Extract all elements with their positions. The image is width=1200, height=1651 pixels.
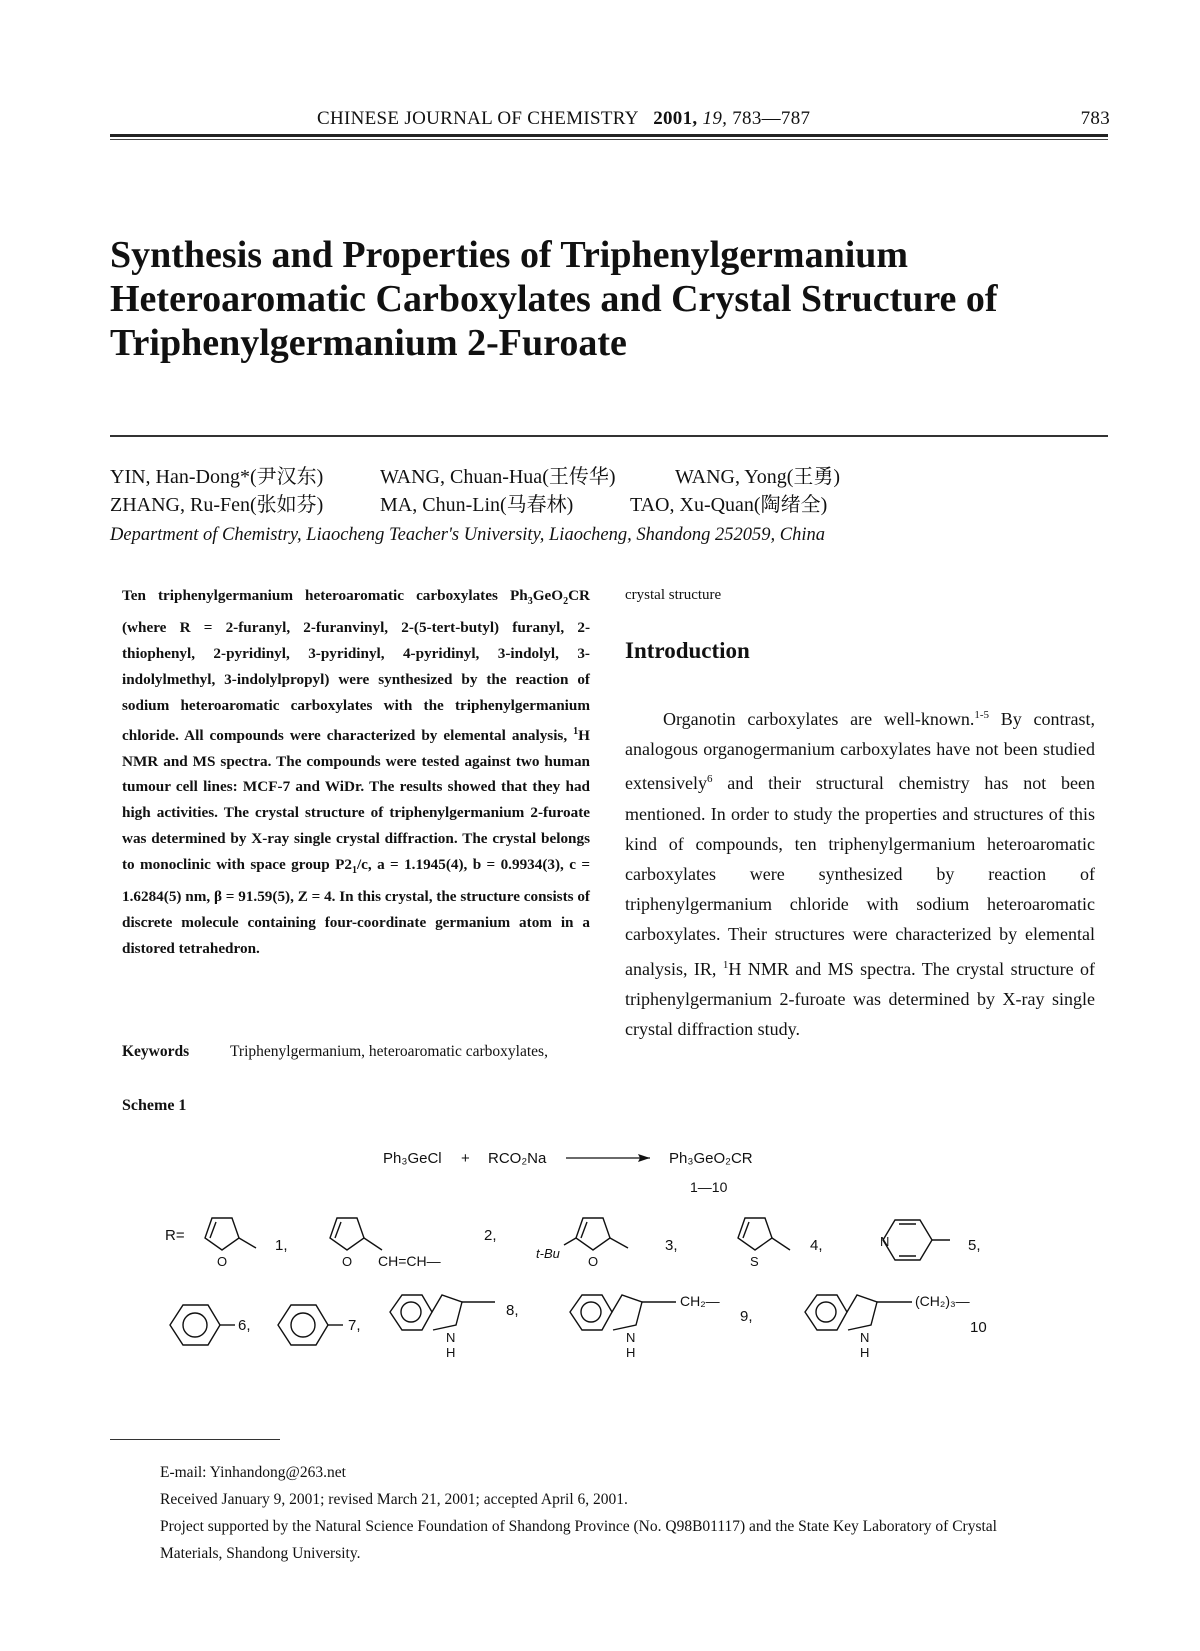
footnote-email: E-mail: Yinhandong@263.net [160,1464,346,1481]
abstract-text: CR (where R = 2-furanyl, 2-furanvinyl, 2-(5-tert-butyl) furanyl, 2-thiophenyl, 2-pyridinyl, 3-pyridinyl, 4-pyridinyl, 3-indolyl, 3-indolylmethyl, 3-indolylpropyl) were synthesized by the reaction of sodium heteroaromatic carboxylates with the triphenylgermanium chloride. All compounds were characterized by elemental analysis, [122,587,590,744]
citation-ref: 6 [706,773,713,786]
journal-citation [317,108,810,130]
keywords-continued: crystal structure [625,587,722,603]
indole-ring-9 [570,1295,676,1330]
indole-ring-8 [390,1295,495,1330]
abstract-superscript: 1 [573,725,579,737]
header-rule [110,134,1108,137]
vinyl-group: CH=CH— [378,1253,441,1269]
oxygen-atom: O [342,1254,353,1269]
hydrogen-atom: H [626,1345,636,1360]
compound-number: 9, [740,1308,753,1325]
nitrogen-atom: N [446,1330,456,1345]
furan-ring-2 [330,1218,382,1250]
footnote-received: Received January 9, 2001; revised March 21, 2001; accepted April 6, 2001. [160,1491,628,1508]
reactant-rco2na: RCO₂Na [488,1150,547,1167]
header-rule-thin [110,139,1108,140]
abstract-subscript: 3 [527,596,533,608]
author: TAO, Xu-Quan(陶绪全) [630,494,828,516]
author: YIN, Han-Dong*(尹汉东) [110,466,324,488]
title-rule [110,435,1108,437]
abstract-text: GeO [532,587,564,604]
intro-text: H NMR and MS spectra. The crystal structure of triphenylgermanium 2-furoate was determined by X-ray single crystal diffraction study. [625,958,1095,1040]
thiophene-ring [738,1218,790,1250]
footnote-support: Project supported by the Natural Science Foundation of Shandong Province (No. Q98B01117) and the State Key Laboratory of Crystal [160,1518,997,1535]
author: WANG, Yong(王勇) [675,466,841,488]
abstract-text: Ten triphenylgermanium heteroaromatic carboxylates Ph [122,587,528,604]
intro-text: Organotin carboxylates are well-known. [663,709,975,729]
nitrogen-atom: N [880,1234,890,1249]
compound-number: 8, [506,1302,519,1319]
author: MA, Chun-Lin(马春林) [380,494,574,516]
furan-ring-3 [564,1218,628,1250]
journal-volume: 19, [702,108,728,129]
footnote-support-cont: Materials, Shandong University. [160,1545,361,1562]
oxygen-atom: O [588,1254,599,1269]
indole-ring-10 [805,1295,912,1330]
article-title: Synthesis and Properties of Triphenylgermanium Heteroaromatic Carboxylates and Crystal Structure of Triphenylgermanium 2-Furoate [110,234,998,364]
pyridine-ring [883,1220,950,1260]
plus-sign: + [461,1150,470,1167]
abstract [122,583,590,962]
oxygen-atom: O [217,1254,228,1269]
running-header [110,104,1110,134]
compound-number: 7, [348,1317,361,1334]
methylene-group: CH₂— [680,1293,720,1309]
tert-butyl-group: t-Bu [536,1246,560,1261]
nitrogen-atom: N [860,1330,870,1345]
affiliation: Department of Chemistry, Liaocheng Teacher's University, Liaocheng, Shandong 252059, China [110,525,825,545]
hydrogen-atom: H [860,1345,870,1360]
sulfur-atom: S [750,1254,759,1269]
introduction-heading: Introduction [625,638,750,663]
reaction-scheme [150,1140,1080,1400]
compound-number: 1, [275,1237,288,1254]
compound-number: 2, [484,1227,497,1244]
product-ph3geo2cr: Ph₃GeO₂CR [669,1150,753,1167]
journal-year: 2001, [653,108,698,129]
compound-number: 4, [810,1237,823,1254]
journal-name: CHINESE JOURNAL OF CHEMISTRY [317,108,639,129]
journal-pages: 783—787 [732,108,811,129]
abstract-subscript: 1 [351,865,357,877]
keywords [122,1043,592,1061]
footnote-rule [110,1439,280,1440]
page-number: 783 [1080,108,1110,129]
aromatic-ring-7 [278,1305,343,1345]
nitrogen-atom: N [626,1330,636,1345]
compound-number: 6, [238,1317,251,1334]
reactant-ph3gecl: Ph₃GeCl [383,1150,442,1167]
hydrogen-atom: H [446,1345,456,1360]
citation-ref: 1-5 [974,709,989,721]
footnotes [160,1459,1110,1567]
keywords-label: Keywords [122,1043,190,1060]
abstract-text: H NMR and MS spectra. The compounds were tested against two human tumour cell lines: MCF-7 and WiDr. The results showed that they had high activities. The crystal structure of triphenylgermanium 2-furoate was determined by X-ray single crystal diffraction. The crystal belongs to monoclinic with space group P2 [122,726,590,874]
abstract-subscript: 2 [563,596,569,608]
keywords-text: Triphenylgermanium, heteroaromatic carboxylates, [230,1043,548,1060]
intro-text: By contrast, analogous organogermanium carboxylates have not been studied extensively [625,709,1095,794]
furan-ring-1 [205,1218,256,1250]
author: ZHANG, Ru-Fen(张如芬) [110,494,324,516]
aromatic-ring-6 [170,1305,235,1345]
intro-superscript: 1 [722,958,729,971]
compound-number: 3, [665,1237,678,1254]
author: WANG, Chuan-Hua(王传华) [380,466,616,488]
r-label: R= [165,1227,185,1244]
propyl-chain: (CH₂)₃— [915,1293,970,1309]
introduction-body [625,700,1095,1044]
compound-number: 5, [968,1237,981,1254]
compound-number: 10 [970,1319,987,1336]
scheme-label: Scheme 1 [122,1097,187,1114]
compound-range: 1—10 [690,1179,728,1195]
abstract-text: /c, a = 1.1945(4), b = 0.9934(3), c = 1.6284(5) nm, β = 91.59(5), Z = 4. In this crystal, the structure consists of discrete molecule containing four-coordinate germanium atom in a distored tetrahedron. [122,856,590,957]
intro-text: and their structural chemistry has not been mentioned. In order to study the properties and structures of this kind of compounds, ten triphenylgermanium heteroaromatic carboxylates were synthesized by reaction of triphenylgermanium chloride with sodium heteroaromatic carboxylates. Their structures were characterized by elemental analysis, IR, [625,773,1095,979]
